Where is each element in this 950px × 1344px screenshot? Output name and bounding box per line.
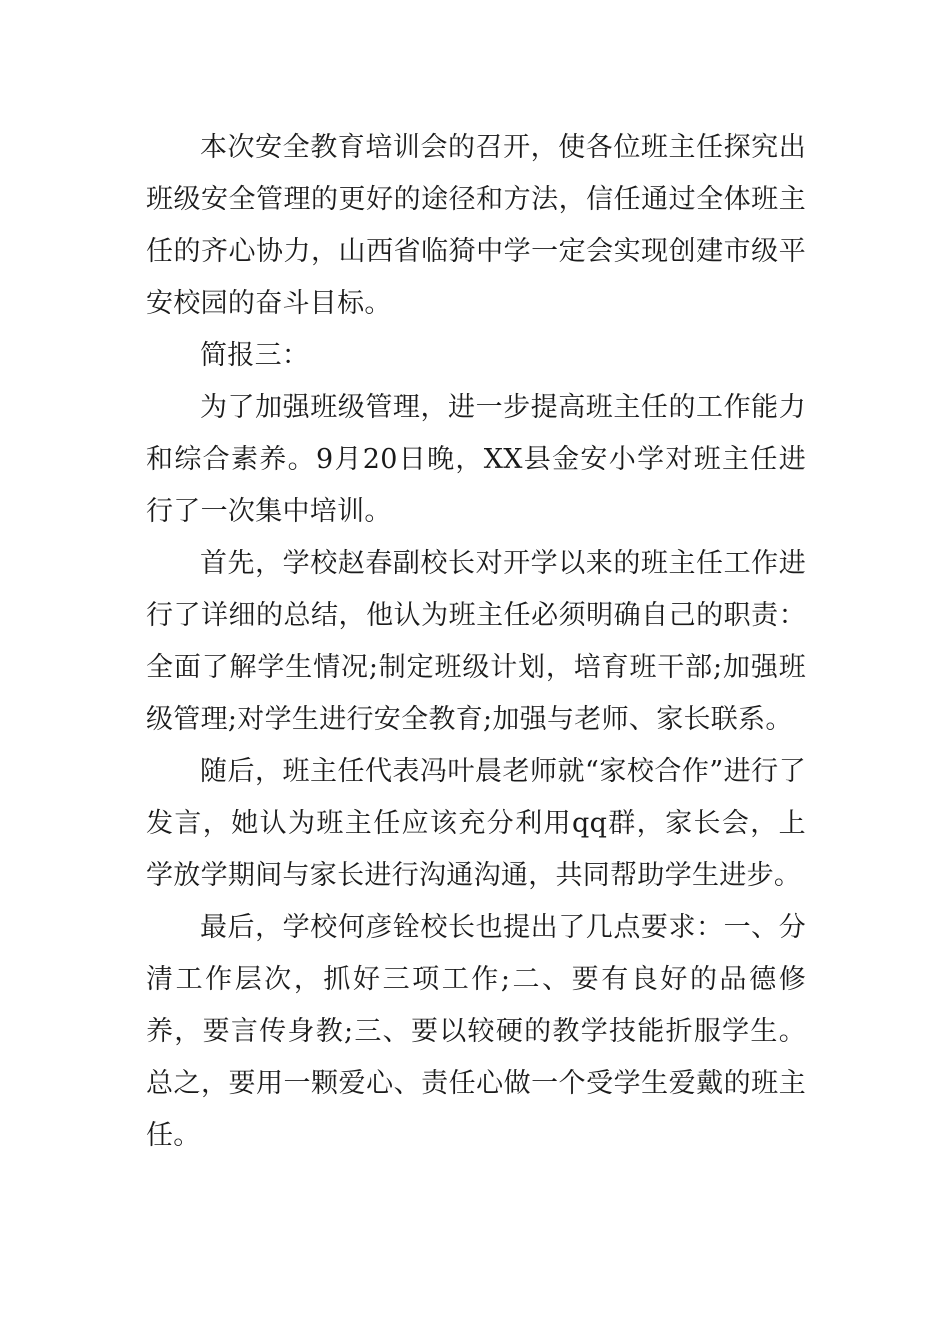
section-heading-briefing-three: 简报三： [200, 340, 310, 371]
paragraph-then: 随后，班主任代表冯叶晨老师就“家校合作”进行了发言，她认为班主任应该充分利用qq群，家长会，上学放学期间与家长进行沟通沟通，共同帮助学生进步。 [146, 756, 806, 891]
paragraph-intro: 为了加强班级管理，进一步提高班主任的工作能力和综合素养。9月20日晚，XX县金安小学对班主任进行了一次集中培训。 [146, 392, 806, 527]
paragraph-first: 首先，学校赵春副校长对开学以来的班主任工作进行了详细的总结，他认为班主任必须明确自己的职责：全面了解学生情况;制定班级计划，培育班干部;加强班级管理;对学生进行安全教育;加强与老师、家长联系。 [146, 548, 806, 735]
paragraph-conclusion: 本次安全教育培训会的召开，使各位班主任探究出班级安全管理的更好的途径和方法，信任通过全体班主任的齐心协力，山西省临猗中学一定会实现创建市级平安校园的奋斗目标。 [146, 132, 806, 319]
document-body [146, 122, 806, 1162]
paragraph-finally: 最后，学校何彦铨校长也提出了几点要求：一、分清工作层次，抓好三项工作;二、要有良好的品德修养，要言传身教;三、要以较硬的教学技能折服学生。总之，要用一颗爱心、责任心做一个受学生爱戴的班主任。 [146, 912, 806, 1151]
